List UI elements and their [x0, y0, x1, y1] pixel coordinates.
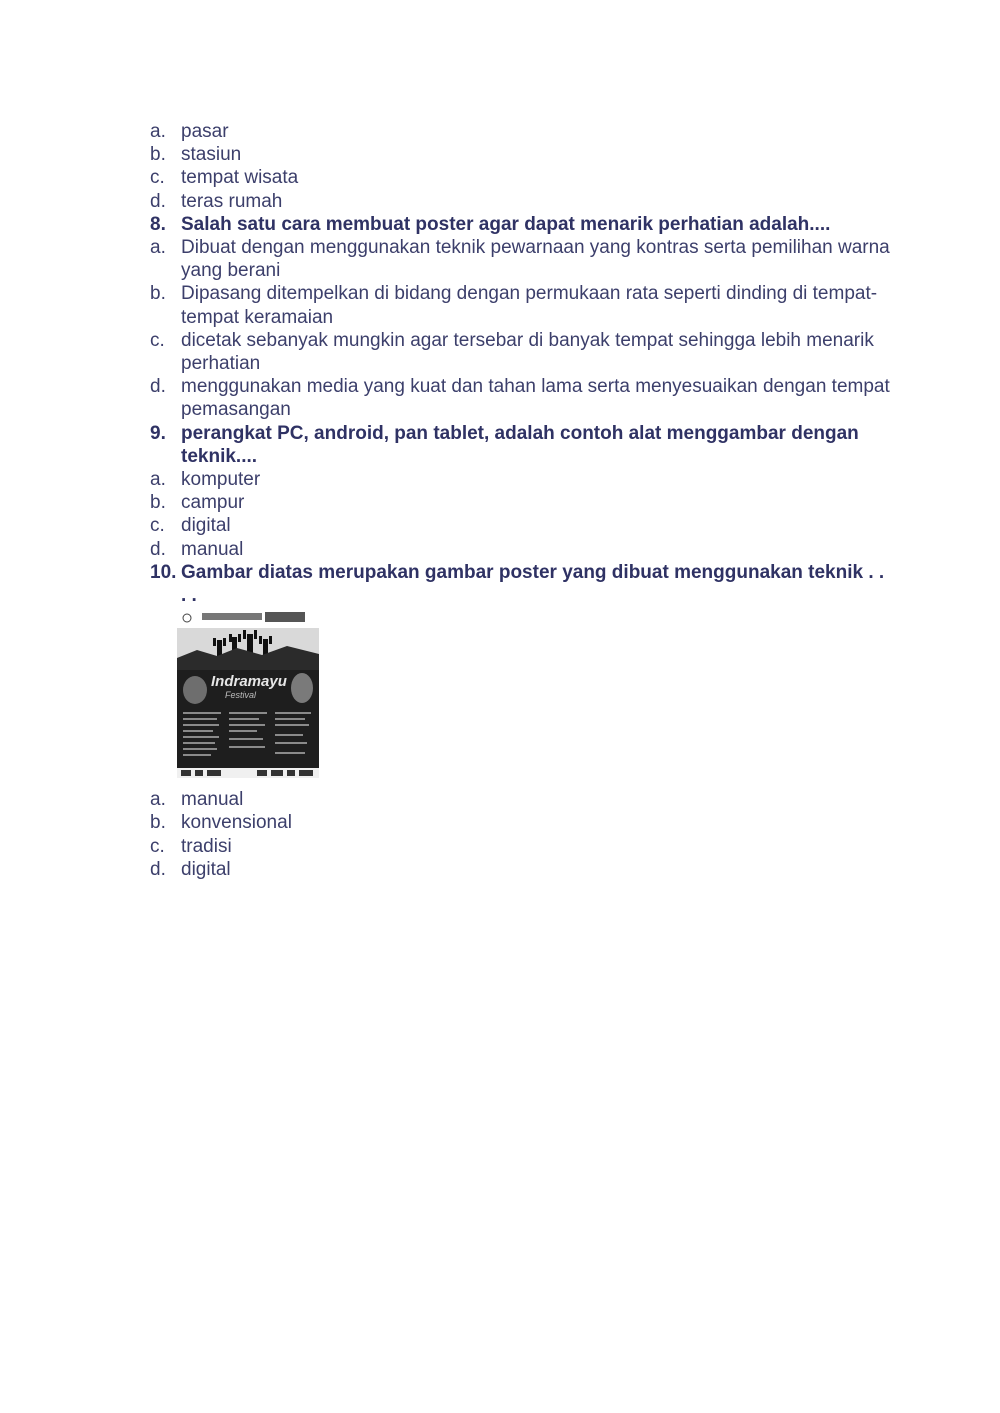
- option-d[interactable]: [150, 538, 890, 561]
- question-text: perangkat PC, android, pan tablet, adalah contoh alat menggambar dengan teknik....: [181, 422, 859, 467]
- option-text: Dipasang ditempelkan di bidang dengan permukaan rata seperti dinding di tempat-tempat keramaian: [181, 283, 878, 328]
- option-marker: a.: [150, 469, 166, 491]
- option-marker: d.: [150, 376, 166, 398]
- option-a[interactable]: [150, 788, 890, 811]
- option-text: Dibuat dengan menggunakan teknik pewarnaan yang kontras serta pemilihan warna yang berani: [181, 237, 890, 282]
- option-text: digital: [181, 858, 231, 880]
- option-marker: c.: [150, 167, 165, 189]
- option-b[interactable]: [150, 282, 890, 328]
- option-marker: d.: [150, 858, 166, 880]
- option-text: dicetak sebanyak mungkin agar tersebar di banyak tempat sehingga lebih menarik perhatian: [181, 329, 874, 375]
- option-text: komputer: [181, 469, 261, 491]
- option-d[interactable]: [150, 375, 890, 421]
- option-a[interactable]: [150, 236, 890, 282]
- option-marker: c.: [150, 835, 165, 857]
- option-text: campur: [181, 492, 245, 514]
- question-number: 8.: [150, 213, 166, 235]
- option-text: konvensional: [181, 812, 292, 834]
- question-10: [150, 561, 890, 607]
- option-marker: b.: [150, 144, 166, 166]
- option-text: menggunakan media yang kuat dan tahan lama serta menyesuaikan dengan tempat pemasangan: [181, 376, 890, 421]
- option-d[interactable]: [150, 858, 890, 881]
- option-text: manual: [181, 538, 244, 560]
- question-text: Gambar diatas merupakan gambar poster yang dibuat menggunakan teknik . . . .: [181, 561, 885, 607]
- poster-image: [177, 610, 327, 780]
- option-marker: c.: [150, 329, 165, 351]
- option-a[interactable]: [150, 468, 890, 491]
- option-a[interactable]: [150, 120, 890, 143]
- option-text: tempat wisata: [181, 167, 299, 189]
- option-text: pasar: [181, 121, 229, 142]
- poster-title: Indramayu: [211, 673, 287, 691]
- option-marker: b.: [150, 492, 166, 514]
- option-marker: a.: [150, 789, 166, 811]
- option-text: teras rumah: [181, 190, 283, 212]
- option-marker: d.: [150, 538, 166, 560]
- option-c[interactable]: [150, 514, 890, 537]
- question-text: Salah satu cara membuat poster agar dapat menarik perhatian adalah....: [181, 213, 831, 235]
- option-b[interactable]: [150, 143, 890, 166]
- option-b[interactable]: [150, 491, 890, 514]
- question-number: 9.: [150, 422, 166, 444]
- question-number: 10.: [150, 561, 177, 583]
- option-marker: d.: [150, 190, 166, 212]
- option-c[interactable]: [150, 166, 890, 189]
- option-marker: b.: [150, 812, 166, 834]
- question-9: [150, 422, 890, 468]
- worksheet: [150, 120, 890, 881]
- option-text: manual: [181, 789, 244, 811]
- option-marker: b.: [150, 283, 166, 305]
- option-b[interactable]: [150, 811, 890, 834]
- question-8: [150, 213, 890, 236]
- option-marker: c.: [150, 515, 165, 537]
- option-marker: a.: [150, 237, 166, 259]
- option-c[interactable]: [150, 835, 890, 858]
- option-d[interactable]: [150, 190, 890, 213]
- option-c[interactable]: [150, 329, 890, 375]
- option-text: digital: [181, 515, 231, 537]
- option-text: tradisi: [181, 835, 232, 857]
- option-marker: a.: [150, 121, 166, 142]
- option-text: stasiun: [181, 144, 242, 166]
- svg-text:Festival: Festival: [225, 690, 257, 701]
